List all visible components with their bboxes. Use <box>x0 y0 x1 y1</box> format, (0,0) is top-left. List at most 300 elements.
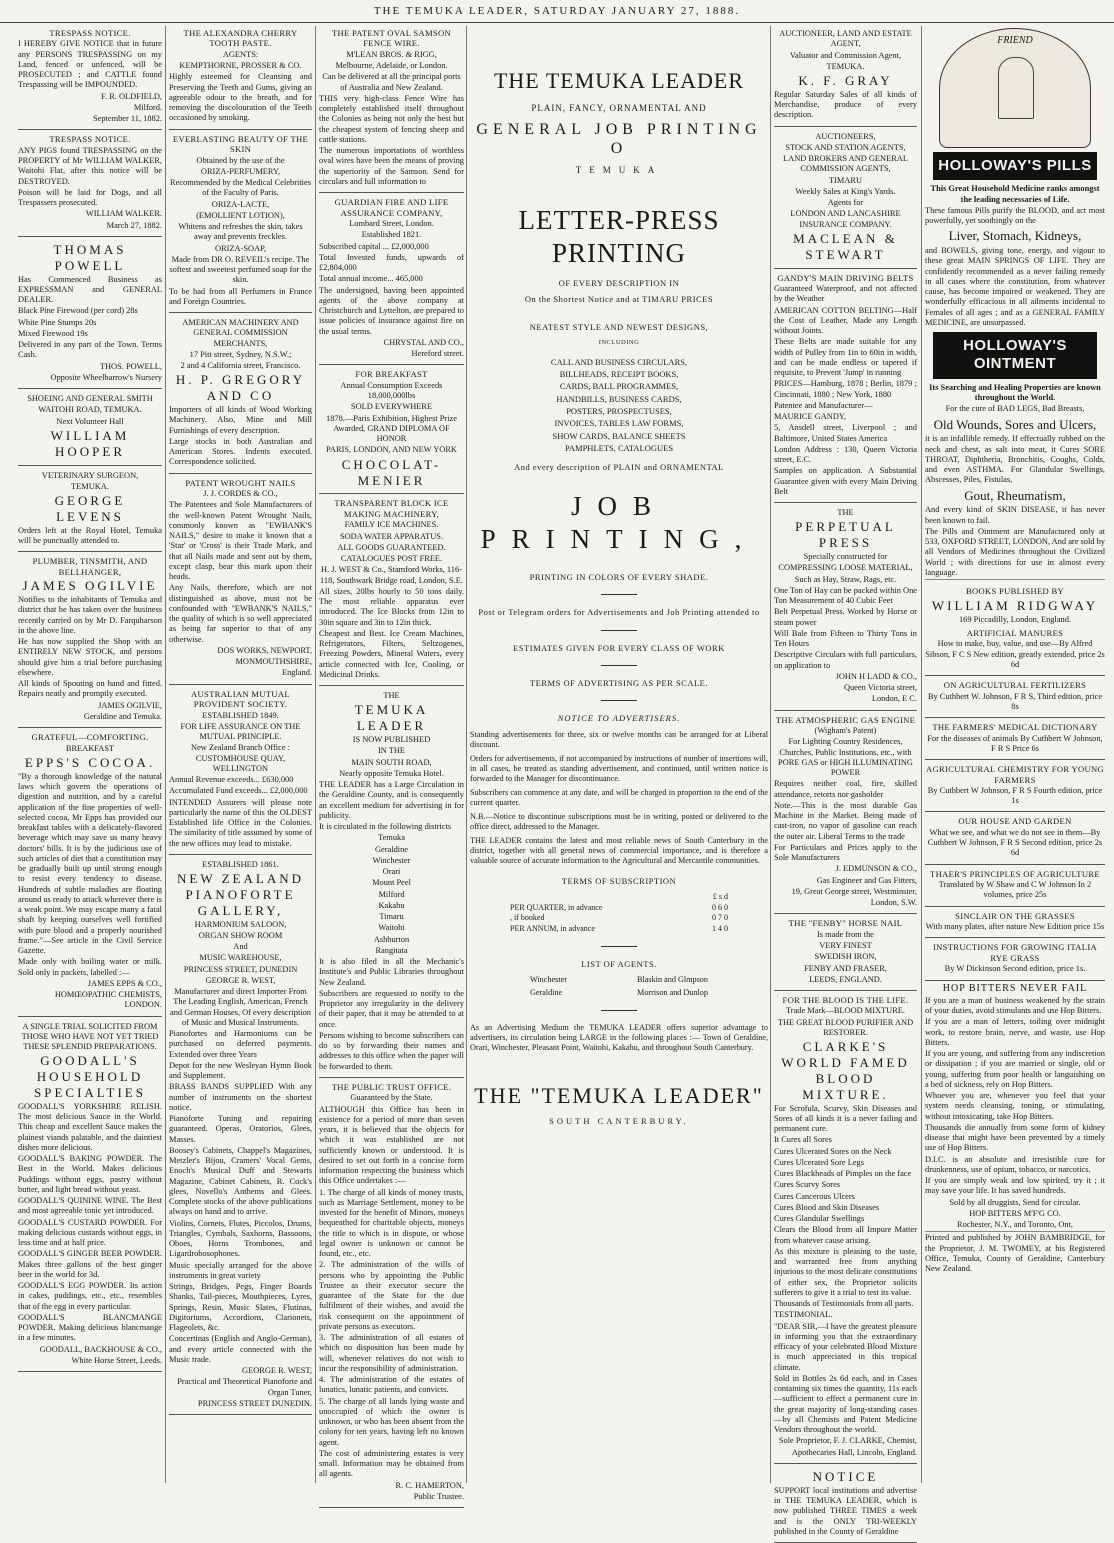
hop-paragraph: If you are a man of business weakened by the strain of your duties, avoid stimulants and use Hop Bitters. <box>925 995 1105 1016</box>
ad-heading: MACLEAN & STEWART <box>793 230 898 262</box>
neatest-style: NEATEST STYLE AND NEWEST DESIGNS, <box>529 322 709 333</box>
book-details: For the diseases of animals By Cuthbert W Johnson, F R S Price 6s <box>927 733 1103 753</box>
ad-center-line: New Zealand Branch Office : CUSTOMHOUSE QUAY, WELLINGTON <box>191 743 290 773</box>
ad-body: Cures Blackheads of Pimples on the face <box>774 1169 912 1179</box>
ad-center-line: WAITOHI ROAD, TEMUKA. <box>38 405 142 415</box>
ad-signature: Opposite Wheelbarrow's Nursery <box>50 372 162 382</box>
ad-body: It is circulated in the following districts <box>319 822 452 832</box>
book-title: THE FARMERS' MEDICAL DICTIONARY <box>932 722 1098 733</box>
letterpress-heading: LETTER-PRESS PRINTING <box>518 204 720 268</box>
ad-body: Boosey's Cabinets, Chappel's Magazines, Metzler's Bijou, Cramers' Vocal Gems, Enoch's Musical Duff and Stewarts Magazine, Cabinet Cabinets, R. Cock's glees, Novello's Anthems and Glees. Complete stocks of the above publications always on hand and to arrive. <box>169 1145 312 1217</box>
ad-center-line: SHOEING AND GENERAL SMITH <box>27 394 153 404</box>
ad-body: Cures Ulcerated Sores on the Neck <box>774 1146 892 1156</box>
ad-body: BRASS BANDS SUPPLIED With any number of instruments on the shortest notice. <box>169 1082 312 1112</box>
ad-body: Importers of all kinds of Wood Working Machinery. Also, Mine and Mill Furnishings of every description. <box>169 405 312 435</box>
ad-center-line: Specially constructed for <box>803 552 888 562</box>
ad-center-line: GEORGE R. WEST, <box>205 975 276 985</box>
ad-body: Cures Scurvy Sores <box>774 1180 841 1190</box>
ad-signature: MONMOUTHSHIRE, <box>235 657 312 667</box>
ad-center-line: HARMONIUM SALOON, <box>194 919 287 929</box>
ad-center-line: Weekly Sales at King's Yards. <box>795 186 896 196</box>
ad-body: It Cures all Sores <box>774 1135 832 1145</box>
ad-center-line: ORIZA-LACTE, <box>211 199 270 209</box>
book-entry <box>925 678 1105 718</box>
service-item: SHOW CARDS, BALANCE SHEETS <box>552 430 686 441</box>
advertising-medium: As an Advertising Medium the TEMUKA LEADER offers superior advantage to advertisers, its circulation being LARGE in the following places :— Town of Geraldine, Orari, Winchester, Pleasant Point, Waitohi, Kakahu, and throughout South Canterbury. <box>470 1023 768 1053</box>
agents-table <box>470 975 768 998</box>
ad-body: THIS very high-class Fence Wire has completely established itself throughout the Colonies as being not only the best but the cheapest system of fencing sheep and cattle stations. <box>319 93 464 144</box>
ad-body: Mixed Firewood 19s <box>18 328 88 338</box>
subscription-row <box>510 913 728 923</box>
ad-body: "DEAR SIR,—I have the greatest pleasure in informing you that the extraordinary efficacy of your celebrated Blood Mixture is much appreciated in this tropical climate. <box>774 1321 917 1372</box>
ad-body: ALTHOUGH this Office has been in existence for a period of more than seven years, it is believed that the objects for which it was established are not sufficiently known or understood. It is desired to set out forth in a concise form information respecting the business which this Office undertakes :— <box>319 1104 464 1186</box>
advertisement <box>319 26 464 193</box>
ad-body: 5, Ansdell street, Liverpool ; and Baltimore, United States America <box>774 423 917 443</box>
advertisement <box>774 1466 917 1543</box>
ad-signature: 19, Great George street, Westminster, <box>791 886 917 896</box>
ad-center-line: THE <box>837 508 854 518</box>
ad-title: THE PUBLIC TRUST OFFICE. <box>331 1081 452 1092</box>
ad-body: 4. The administration of the estates of lunatics, lunatic patients, and convicts. <box>319 1375 464 1395</box>
advertisement <box>774 505 917 710</box>
subscription-price: 1 4 0 <box>712 924 728 934</box>
ad-center-line: SWEDISH IRON, <box>814 952 877 962</box>
advertisement <box>18 468 162 553</box>
advertisement <box>18 730 162 1016</box>
ad-center-line: COMPRESSING LOOSE MATERIAL, <box>778 563 913 573</box>
agent-place: Winchester <box>530 975 567 985</box>
ad-signature: September 11, 1882. <box>92 114 162 124</box>
notice-paragraph: N.B.—Notice to discontinue subscriptions must be in writing, posted or delivered to the office direct, addressed to the Manager. <box>470 811 768 831</box>
ad-signature: THOS. POWELL, <box>99 361 162 371</box>
ad-body: Orders left at the Royal Hotel, Temuka will be punctually attended to. <box>18 525 162 546</box>
notice-paragraphs <box>470 730 768 866</box>
ad-center-line: THE GREAT BLOOD PURIFIER AND RESTORER. <box>777 1017 914 1037</box>
ad-body: Samples on application. A Substantial Guarantee given with every Main Driving Belt <box>774 466 917 496</box>
ad-body: All sizes, 20lbs hourly to 50 tons daily. The most reliable apparatus ever introduced. The Ice Blocks from 12in to 30in square and 3in to 12in thick. <box>319 586 464 627</box>
notice-paragraph: Standing advertisements for three, six or twelve months can be arranged for at Liberal discount. <box>470 729 768 749</box>
ad-body: 3. The administration of all estates of which no disposition has been made by will, whenever relatives do not wish to incur the responsibility of administration. <box>319 1333 464 1373</box>
ad-center-line: AMERICAN MACHINERY AND GENERAL COMMISSION MERCHANTS, <box>182 318 299 348</box>
ad-signature: R. C. HAMERTON, <box>395 1480 464 1490</box>
ad-signature: Gas Engineer and Gas Fitters, <box>816 875 917 885</box>
ad-center-line: CATALOGUES POST FREE. <box>340 554 443 564</box>
terms-line: TERMS OF ADVERTISING AS PER SCALE. <box>529 677 708 688</box>
ad-body: It is also filed in all the Mechanic's Institute's and Public Libraries throughout New Zealand. <box>319 957 464 987</box>
ad-center-line: And <box>233 942 248 952</box>
ad-body: Cures Cancerous Ulcers <box>774 1191 855 1201</box>
ad-body: Belt Perpetual Press. Worked by Horse or steam power <box>774 607 917 627</box>
ad-body: Persons wishing to become subscribers can do so by forwarding their names and addresses to this office when the paper will be forwarded to them. <box>319 1030 464 1071</box>
ad-center-line: M'LEAN BROS. & RIGG, <box>346 49 437 59</box>
ad-body: The undersigned, having been appointed agents of the above company at Christchurch and Lyttelton, are prepared to issue policies of insurance against fire on the usual terms. <box>319 285 464 336</box>
ad-signature: GOODALL, BACKHOUSE & CO., <box>39 1344 162 1354</box>
ad-center-line: IN THE <box>377 746 406 756</box>
district-item: Ashburton <box>373 934 410 944</box>
ad-heading: NOTICE <box>812 1468 879 1484</box>
ad-signature: Apothecaries Hall, Lincoln, England. <box>791 1447 917 1457</box>
ad-center-line: 1878.—Paris Exhibition, Highest Prize Awarded, GRAND DIPLOMA OF HONOR <box>326 413 457 444</box>
ad-body: "By a thorough knowledge of the natural laws which govern the operations of digestion and nutrition, and by a careful application of the fine properties of well-selected cocoa, Mr Epps has provided our breakfast tables with a delicately-flavored beverage which may save us many heavy doctors' bills. It is by the judicious use of such articles of diet that a constitution may be gradually built up until strong enough to resist every tendency to disease. Hundreds of subtle maladies are floating around us ready to attack wherever there is a weak point. We may escape many a fatal shaft by keeping ourselves well fortified with pure blood and a properly nourished frame."—See article in the Civil Service Gazette. <box>18 771 162 956</box>
including-label: INCLUDING <box>598 338 640 346</box>
ad-signature: WILLIAM WALKER. <box>85 209 162 219</box>
book-details: By Cuthbert W. Johnson, F R S, Third edition, price 8s <box>927 691 1103 711</box>
ad-body: The cost of administering estates is very small. Information may be obtained from all agents. <box>319 1448 464 1479</box>
ad-center-line: TEMUKA. <box>826 61 865 71</box>
hop-signature: Rochester, N.Y., and Toronto, Ont, <box>956 1220 1073 1230</box>
advertisement <box>169 476 312 685</box>
ointment-body-4: The Pills and Ointment are Manufactured only at 533, OXFORD STREET, LONDON, And are sold by all Vendors of Medicines throughout the Civilized World ; with directions for use in almost every language. <box>925 526 1105 577</box>
notice-paragraph: Orders for advertisements, if not accompanied by instructions of number of insertions will, in all cases, be treated as standing advertisement, and continued, until written notice is forwarded to the Manager for discontinuance. <box>470 753 768 783</box>
ad-title: THE ATMOSPHERIC GAS ENGINE <box>775 714 916 725</box>
ad-body: Total annual income... 465,000 <box>319 274 423 284</box>
book-title: THAER'S PRINCIPLES OF AGRICULTURE <box>930 868 1100 879</box>
ad-title: THE ALEXANDRA CHERRY TOOTH PASTE. <box>183 28 298 49</box>
ad-heading: GOODALL'S HOUSEHOLD SPECIALTIES <box>34 1053 146 1101</box>
ad-body: Made only with boiling water or milk. Sold only in packets, labelled :— <box>18 957 162 977</box>
shortest-notice: On the Shortest Notice and at TIMARU PRICES <box>524 294 714 305</box>
ad-signature: F. R. OLDFIELD, <box>101 91 162 101</box>
ad-signature: GEORGE R. WEST, <box>242 1366 312 1376</box>
ad-center-line: MAIN SOUTH ROAD, <box>351 757 432 767</box>
ad-signature: Hereford street. <box>411 349 464 359</box>
district-item: Winchester <box>372 855 411 865</box>
ad-signature: England. <box>281 668 312 678</box>
advertisement <box>774 916 917 991</box>
subscription-title: TERMS OF SUBSCRIPTION <box>561 875 677 886</box>
ad-body: Sold in Bottles 2s 6d each, and in Cases containing six times the quantity, 11s each—sufficient to effect a permanent cure in the great majority of long-standing cases—by all Chemists and Patent Medicine Vendors throughout the world. <box>774 1373 917 1435</box>
agent-row <box>530 975 708 985</box>
book-entry <box>925 867 1105 907</box>
advertisement <box>169 132 312 313</box>
estimates-line: ESTIMATES GIVEN FOR EVERY CLASS OF WORK <box>513 642 725 653</box>
ad-center-line: ORGAN SHOW ROOM <box>198 930 283 940</box>
subscription-label: , if booked <box>510 913 545 923</box>
ad-body: To be had from all Perfumers in France and Foreign Countries. <box>169 286 312 306</box>
ad-center-line: FAMILY ICE MACHINES. <box>344 520 439 530</box>
ad-title: FOR THE BLOOD IS THE LIFE. <box>782 995 909 1005</box>
ad-signature: DOS WORKS, NEWPORT, <box>217 645 312 655</box>
ad-body: Requires neither coal, fire, skilled attendance, retorts nor gasholder <box>774 779 917 799</box>
ad-center-line: ALL GOODS GUARANTEED. <box>337 542 446 552</box>
ad-body: Has Commenced Business as EXPRESSMAN and GENERAL DEALER. <box>18 274 162 305</box>
advertisement <box>319 195 464 365</box>
ad-center-line: VERY FINEST <box>819 941 872 950</box>
ad-signature: Milford. <box>133 102 162 112</box>
ad-body: Subscribed capital ... £2,000,000 <box>319 241 429 251</box>
book-title: INSTRUCTIONS FOR GROWING ITALIA RYE GRASS <box>932 942 1097 963</box>
ad-body: All kinds of Spouting on hand and fitted. Repairs neatly and promptly executed. <box>18 679 162 699</box>
district-item: Mount Peel <box>372 878 411 888</box>
ad-center-line: ORIZA-SOAP, <box>215 243 266 253</box>
hop-paragraph: If you are simply weak and low spirited, try it ; it may save your life. It has saved hundreds. <box>925 1176 1105 1196</box>
ad-title: GANDY'S MAIN DRIVING BELTS <box>777 272 914 283</box>
ad-body: Depot for the new Wesleyan Hymn Book and Supplement. <box>169 1060 312 1081</box>
ad-signature: London, S.W. <box>870 898 917 908</box>
ad-body: As this mixture is pleasing to the taste, and warranted free from anything injurious to the most delicate constitutions of either sex, the Proprietor solicits sufferers to give it a trial to test its value. <box>774 1246 917 1297</box>
ad-center-line: AUCTIONEERS, <box>815 131 876 141</box>
ointment-subtitle: Its Searching and Healing Properties are known throughout the World. <box>929 382 1101 402</box>
ad-center-line: Guaranteed by the State. <box>350 1093 433 1103</box>
ad-signature: CHRYSTAL AND CO., <box>383 337 464 347</box>
ad-title: TRESPASS NOTICE. <box>49 28 131 38</box>
ad-heading: EPPS'S COCOA. <box>24 754 156 770</box>
ad-body: GOODALL'S QUININE WINE. The Best and most agreeable tonic yet introduced. <box>18 1196 162 1216</box>
advertisement <box>774 26 917 127</box>
book-title: ARTIFICIAL MANURES <box>966 627 1064 638</box>
holloway-trademark-logo <box>939 28 1091 148</box>
ad-center-line: TEMUKA. <box>71 481 109 491</box>
advertisement <box>18 554 162 728</box>
ad-center-line: Next Volunteer Hall <box>56 416 124 426</box>
ad-body: THE LEADER has a Large Circulation in the Geraldine County, and is consequently an excellent medium for advertising in for publicity. <box>319 780 464 820</box>
ad-center-line: ESTABLISHED 1849. <box>202 710 279 720</box>
holloways-ointment-banner: HOLLOWAY'S OINTMENT <box>933 332 1097 379</box>
book-details: How to make, buy, value, and use—By Alfred Sibson, F C S New edition, greatly extended, price 2s 6d <box>925 639 1105 669</box>
ad-signature: PRINCESS STREET DUNEDIN. <box>197 1398 312 1408</box>
district-item: Rangitata <box>375 945 408 955</box>
ad-center-line: FENBY AND FRASER, <box>804 963 887 973</box>
advertisement <box>169 857 312 1415</box>
printing-services-list <box>470 357 768 454</box>
ad-center-line: Is made from the <box>817 929 874 939</box>
ad-body: PRICES—Hamburg, 1878 ; Berlin, 1879 ; Cincinnati, 1880 ; New York, 1880 <box>774 379 917 399</box>
ad-body: Concertinas (English and Anglo-German), and every article connected with the Music trade. <box>169 1334 312 1364</box>
subscription-label: PER ANNUM, in advance <box>510 924 595 934</box>
column-2 <box>169 26 312 1483</box>
ad-center-line: AUCTIONEER, LAND AND ESTATE AGENT, <box>779 29 912 49</box>
hop-paragraph: Thousands die annually from some form of kidney disease that might have been prevented by a timely use of Hop Bitters. <box>925 1122 1105 1153</box>
ad-body: For Scrofula, Scurvy, Skin Diseases and Sores of all kinds it is a never failing and permanent cure. <box>774 1103 917 1134</box>
advertisement <box>18 26 162 130</box>
ad-center-line: PRINCESS STREET, DUNEDIN <box>183 964 298 974</box>
ointment-body-2: it is an infallible remedy. If effectually rubbed on the neck and chest, as salt into meat, it Cures SORE THROAT, Diphtheria, Bronchitis, Coughs, Colds, and even ASTHMA. For Glandular Swellings, Abscesses, Piles, Fistulas, <box>925 434 1105 485</box>
post-orders-line: Post or Telegram orders for Advertisements and Job Printing attended to <box>478 607 760 618</box>
books-list <box>925 626 1105 981</box>
ad-body: For Particulars and Prices apply to the Sole Manufacturers <box>774 842 917 863</box>
ad-body: Will Bale from Fifteen to Thirty Tons in Ten Hours <box>774 628 917 649</box>
ad-heading: PERPETUAL PRESS <box>795 519 896 551</box>
ad-body: The numerous importations of worthless oval wires have been the means of proving the superiority of the Samson. Send for circulars and full information to <box>319 146 464 186</box>
ad-center-line: FOR LIFE ASSURANCE ON THE MUTUAL PRINCIPLE. <box>180 721 301 742</box>
ad-heading: NEW ZEALAND PIANOFORTE GALLERY, <box>177 871 304 918</box>
ad-center-line: (Wigham's Patent) <box>814 726 877 736</box>
book-entry <box>925 762 1105 812</box>
advertisement <box>319 688 464 1078</box>
ad-body: GOODALL'S YORKSHIRE RELISH. The most delicious Sauce in the World. This cheap and excellent Sauce makes the plainest viands palatable, and the daintiest dishes more delicious. <box>18 1101 162 1152</box>
service-item: BILLHEADS, RECEIPT BOOKS, <box>559 369 679 380</box>
ad-title: EVERLASTING BEAUTY OF THE SKIN <box>172 133 309 155</box>
agent-row <box>530 988 708 998</box>
ad-body: Regular Saturday Sales of all kinds of Merchandise, produce of every description. <box>774 89 917 120</box>
service-item: CARDS, BALL PROGRAMMES, <box>559 381 679 392</box>
job-printing-heading: JOB PRINTING, <box>480 490 758 554</box>
advertisement <box>18 1019 162 1373</box>
agent-place: Geraldine <box>530 988 563 998</box>
column-1 <box>18 26 162 1483</box>
ad-title: TRESPASS NOTICE. <box>49 134 131 145</box>
ad-heading: THOMAS POWELL <box>53 241 127 273</box>
ad-body: Thousands of Testimonials from all parts. <box>774 1299 914 1309</box>
book-details: With many plates, after nature New Edition price 15s <box>925 922 1105 932</box>
imprint: Printed and published by JOHN BAMBRIDGE, for the Proprietor, J. M. TWOMEY, at his Registered Office, Temuka, County of Geraldine, Canterbury New Zealand. <box>925 1233 1105 1274</box>
ad-signature: Public Trustee. <box>413 1491 464 1501</box>
ad-heading: JAMES OGILVIE <box>22 578 158 594</box>
ad-center-line: 2 and 4 California street, Francisco. <box>180 361 301 371</box>
hop-paragraph: Whoever you are, whenever you feel that your system needs cleansing, toning, or stimulating, without intoxicating, take Hop Bitters. <box>925 1091 1105 1121</box>
ad-body: He has now supplied the Shop with an ENTIRELY NEW STOCK, and persons should give him a trial before purchasing elsewhere. <box>18 637 162 677</box>
ad-center-line: Made from DR O. REVEIL's recipe. The softest and sweetest perfumed soap for the skin. <box>169 254 312 285</box>
ad-center-line: For Lighting Country Residences, Churches, Public Institutions, etc., with PORE GAS or HIGH ILLUMINATING POWER <box>778 737 913 778</box>
ad-signature: HOMŒOPATHIC CHEMISTS, LONDON. <box>54 990 162 1010</box>
ad-center-line: THE <box>383 691 400 701</box>
agent-name: Morrison and Dunlop <box>637 988 708 998</box>
ad-center-line: SODA WATER APPARATUS. <box>339 531 444 541</box>
ad-body: Clears the Blood from all Impure Matter from whatever cause arising. <box>774 1225 917 1245</box>
ointment-big-2: Gout, Rheumatism, <box>964 487 1066 503</box>
service-item: HANDBILLS, BUSINESS CARDS, <box>556 393 682 404</box>
service-item: POSTERS, PROSPECTUSES, <box>566 406 672 417</box>
district-item: Geraldine <box>374 844 409 854</box>
advertisement <box>319 367 464 494</box>
ad-center-line: PARIS, LONDON, AND NEW YORK <box>326 445 457 455</box>
ad-body: Cheapest and Best. Ice Cream Machines, Refrigerators, Filters, Seltzogenes, Freezing Powders, Mineral Waters, every article connected with Ice, Cooling, or Medicinal Drinks. <box>319 628 464 679</box>
ad-body: White Pine Stumps 20s <box>18 317 97 327</box>
ad-center-line: Valuator and Commission Agent, <box>789 50 902 60</box>
ad-body: ANY PIGS found TRESPASSING on the PROPERTY of Mr WILLIAM WALKER, Waitohi Flat, after this notice will be DESTROYED. <box>18 145 162 186</box>
ad-center-line: J. J. CORDES & CO., <box>203 489 278 499</box>
ad-body: Patentee and Manufacturer— <box>774 400 873 410</box>
hop-paragraph: If you are young, and suffering from any indiscretion or dissipation ; if you are married or single, old or young, suffering from poor health or languishing on a bed of sickness, rely on Hop Bitters. <box>925 1049 1105 1089</box>
ad-body: Pianofortes and Harmoniums can be purchased on deferred payments. Extended over three Years <box>169 1029 312 1059</box>
pills-subtitle: This Great Household Medicine ranks amongst the leading necessaries of Life. <box>930 184 1100 204</box>
ad-title: THE "FENBY" HORSE NAIL <box>788 918 903 929</box>
book-title: SINCLAIR ON THE GRASSES <box>955 910 1075 921</box>
hop-signature: Sold by all druggists, Send for circular. <box>949 1197 1081 1207</box>
ad-center-line: IS NOW PUBLISHED <box>352 735 431 745</box>
book-details: By Cuthbert W Johnson, F R S Fourth edition, price 1s <box>927 785 1103 806</box>
district-item: Temuka <box>378 833 405 843</box>
subscription-row <box>510 903 728 913</box>
ad-center-line: ORIZA-PERFUMERY, <box>200 166 281 176</box>
ad-center-line: STOCK AND STATION AGENTS, <box>785 142 906 152</box>
ad-center-line: Nearly opposite Temuka Hotel. <box>339 768 444 778</box>
ad-body: Strings, Bridges, Pegs, Finger Boards Shanks, Tail-pieces, Mouthpieces, Lyres, Springs, Resin, Music Slates, Flutinas, Digitoriums, Accordions, Clarionets, Flageolets, &c. <box>169 1282 312 1333</box>
ad-heading: GEORGE LEVENS <box>54 493 126 525</box>
hop-bitters-title: HOP BITTERS NEVER FAIL <box>942 982 1088 994</box>
column-5 <box>774 26 917 1536</box>
ad-center-line: Manufacturer and direct Importer From The Leading English, American, French and German Houses, Of every description of Music and Musical Instruments. <box>170 987 311 1027</box>
ad-heading: WILLIAM HOOPER <box>50 427 130 459</box>
service-item: CALL AND BUSINESS CIRCULARS, <box>550 356 688 367</box>
pills-big: Liver, Stomach, Kidneys, <box>948 228 1082 244</box>
ad-center-line: Agents for <box>827 198 864 208</box>
books-title: BOOKS PUBLISHED BY <box>965 586 1065 597</box>
ad-body: GOODALL'S BLANCMANGE POWDER. Making delicious blancmange in a few minutes. <box>18 1312 162 1343</box>
ointment-body: For the cure of BAD LEGS, Bad Breasts, <box>945 404 1085 414</box>
ad-center-line: Obtained by the use of the <box>196 155 285 165</box>
book-details: Translated by W Shaw and C W Johnson In 2 volumes, price 25s <box>938 880 1092 900</box>
ad-body: Total Invested funds, upwards of £2,804,000 <box>319 252 464 273</box>
ad-body: Cures Ulcerated Sore Legs <box>774 1157 864 1167</box>
agent-name: Blaskin and Glmpson <box>637 975 708 985</box>
ad-center-line: Lombard Street, London. <box>349 219 434 229</box>
ad-center-line: Whitens and refreshes the skin, takes away and prevents freckles. <box>178 222 303 242</box>
ad-signature: JOHN H LADD & CO., <box>835 671 917 681</box>
ad-center-line: SOLD EVERYWHERE <box>350 402 433 412</box>
ad-body: GOODALL'S BAKING POWDER. The Best in the World. Makes delicious Puddings without eggs, pastry without butter, and light bread without yeast. <box>18 1154 162 1194</box>
lsd-head: £ s d <box>712 891 728 901</box>
ad-body: INTENDED Assurers will please note particularly the name of this the OLDEST Established life Office in the Colonies. The similarity of title assumed by some of the new offices may lead to mistake. <box>169 797 312 848</box>
masthead: THE TEMUKA LEADER, SATURDAY JANUARY 27, 1888. <box>0 0 1114 23</box>
ad-center-line: VETERINARY SURGEON, <box>41 470 139 480</box>
every-description: OF EVERY DESCRIPTION IN <box>558 277 680 288</box>
ad-title: PLUMBER, TINSMITH, AND BELLHANGER, <box>32 556 148 577</box>
ad-center-line: Recommended by the Medical Celebrities of the Faculty of Paris. <box>170 178 311 198</box>
district-item: Orari <box>382 867 401 877</box>
subscription-label: PER QUARTER, in advance <box>510 902 603 912</box>
ad-body: Delivered in any part of the Town. Terms Cash. <box>18 340 162 360</box>
ad-body: Note.—This is the most durable Gas Machine in the Market. Being made of cast-iron, no vapor of gasoline can reach the outer air. Liberal Terms to the trade <box>774 800 917 841</box>
leader-title: THE TEMUKA LEADER <box>493 68 745 93</box>
advertisement <box>774 713 917 915</box>
ad-body: Accumulated Fund exceeds... £2,000,000 <box>169 786 308 796</box>
ad-center-line: H. J. WEST & Co., Stamford Works, 116-118, Southwark Bridge road, London, S.E. <box>320 565 463 585</box>
advertisement <box>169 687 312 855</box>
hop-signature: HOP BITTERS M'F'G CO. <box>969 1208 1061 1218</box>
ad-heading: TEMUKA LEADER <box>354 702 429 734</box>
ointment-big: Old Wounds, Sores and Ulcers, <box>933 416 1097 432</box>
ad-body: These Belts are made suitable for any width of Pulley from 1in to 60in in width, and can be made endless or tapered if requisite, to Prevent 'Jump' in running <box>774 337 917 378</box>
ad-body: AMERICAN COTTON BELTING—Half the Cost of Leather, Made any Length without Joints. <box>774 305 917 336</box>
district-item: Timaru <box>379 912 404 922</box>
ad-center-line: BREAKFAST <box>65 743 115 753</box>
advertisement <box>169 26 312 130</box>
ad-center-line: LEEDS, ENGLAND. <box>809 974 882 984</box>
ad-body: Cures Glandular Swellings <box>774 1214 865 1224</box>
leader-subtitle: PLAIN, FANCY, ORNAMENTAL AND <box>531 102 707 113</box>
temuka-label: TEMUKA <box>575 164 663 175</box>
ad-center-line: AGENTS: <box>222 49 259 59</box>
pills-body-2: and BOWELS, giving tone, energy, and vigour to these great MAIN SPRINGS OF LIFE. They are confidently recommended as a never failing remedy in all cases where the constitution, from whatever cause, has become impaired or weakened. They are wonderfully efficacious in all ailments incidental to Females of all ages ; and as a GENERAL FAMILY MEDICINE, are unsurpassed. <box>925 246 1105 327</box>
footer-title: THE "TEMUKA LEADER" <box>474 1083 764 1109</box>
ad-center-line: (EMOLLIENT LOTION), <box>196 210 285 220</box>
ad-body: Pianoforte Tuning and repairing guaranteed. Operas, Oratorios, Glees, Masses. <box>169 1114 312 1144</box>
ad-body: Poison will be laid for Dogs, and all Trespassers prosecuted. <box>18 187 162 208</box>
badge-text: FRIEND <box>997 35 1033 46</box>
hop-paragraph: D.I.C. is an absolute and irresistible cure for drunkenness, use of opium, tobacco, or narcotics. <box>925 1154 1105 1174</box>
subscription-price: 0 7 0 <box>712 913 728 923</box>
ad-body: MAURICE GANDY, <box>774 412 846 422</box>
subscription-table <box>470 903 768 934</box>
ad-center-line: TIMARU <box>828 175 863 185</box>
ad-center-line: Annual Consumption Exceeds 18,000,000lbs <box>340 380 443 401</box>
books-publisher: WILLIAM RIDGWAY <box>931 597 1099 613</box>
ad-body: GOODALL'S GINGER BEER POWDER. Makes three gallons of the best ginger beer in the world for 3d. <box>18 1249 162 1279</box>
ad-center-line: Established 1821. <box>361 230 422 240</box>
ointment-body-3: And every kind of SKIN DISEASE, it has never been known to fail. <box>925 505 1105 525</box>
ad-heading: CLARKE'S WORLD FAMED BLOOD MIXTURE. <box>781 1039 910 1102</box>
ad-signature: J. EDMUNSON & CO., <box>835 864 917 874</box>
ad-body: Black Pine Firewood (per cord) 28s <box>18 306 138 316</box>
advertisement <box>18 239 162 389</box>
book-entry <box>925 909 1105 939</box>
ad-body: 1. The charge of all kinds of money trusts, such as Marriage Settlement, money to be invested for the benefit of Minors, moneys bequeathed for charitable objects, moneys the title to which is in dispute, or whose legal owner is unknown or cannot be found, etc., etc. <box>319 1187 464 1259</box>
notice-paragraph: THE LEADER contains the latest and most reliable news of South Canterbury in the district, together with all general news of commercial importance, and is therefore a valuable source of accurate information to the Agricultural and Mercantile communities. <box>470 835 768 865</box>
service-item: INVOICES, TABLES LAW FORMS, <box>554 418 684 429</box>
ad-title: GUARDIAN FIRE AND LIFE ASSURANCE COMPANY, <box>334 197 449 218</box>
advertisement <box>319 496 464 686</box>
